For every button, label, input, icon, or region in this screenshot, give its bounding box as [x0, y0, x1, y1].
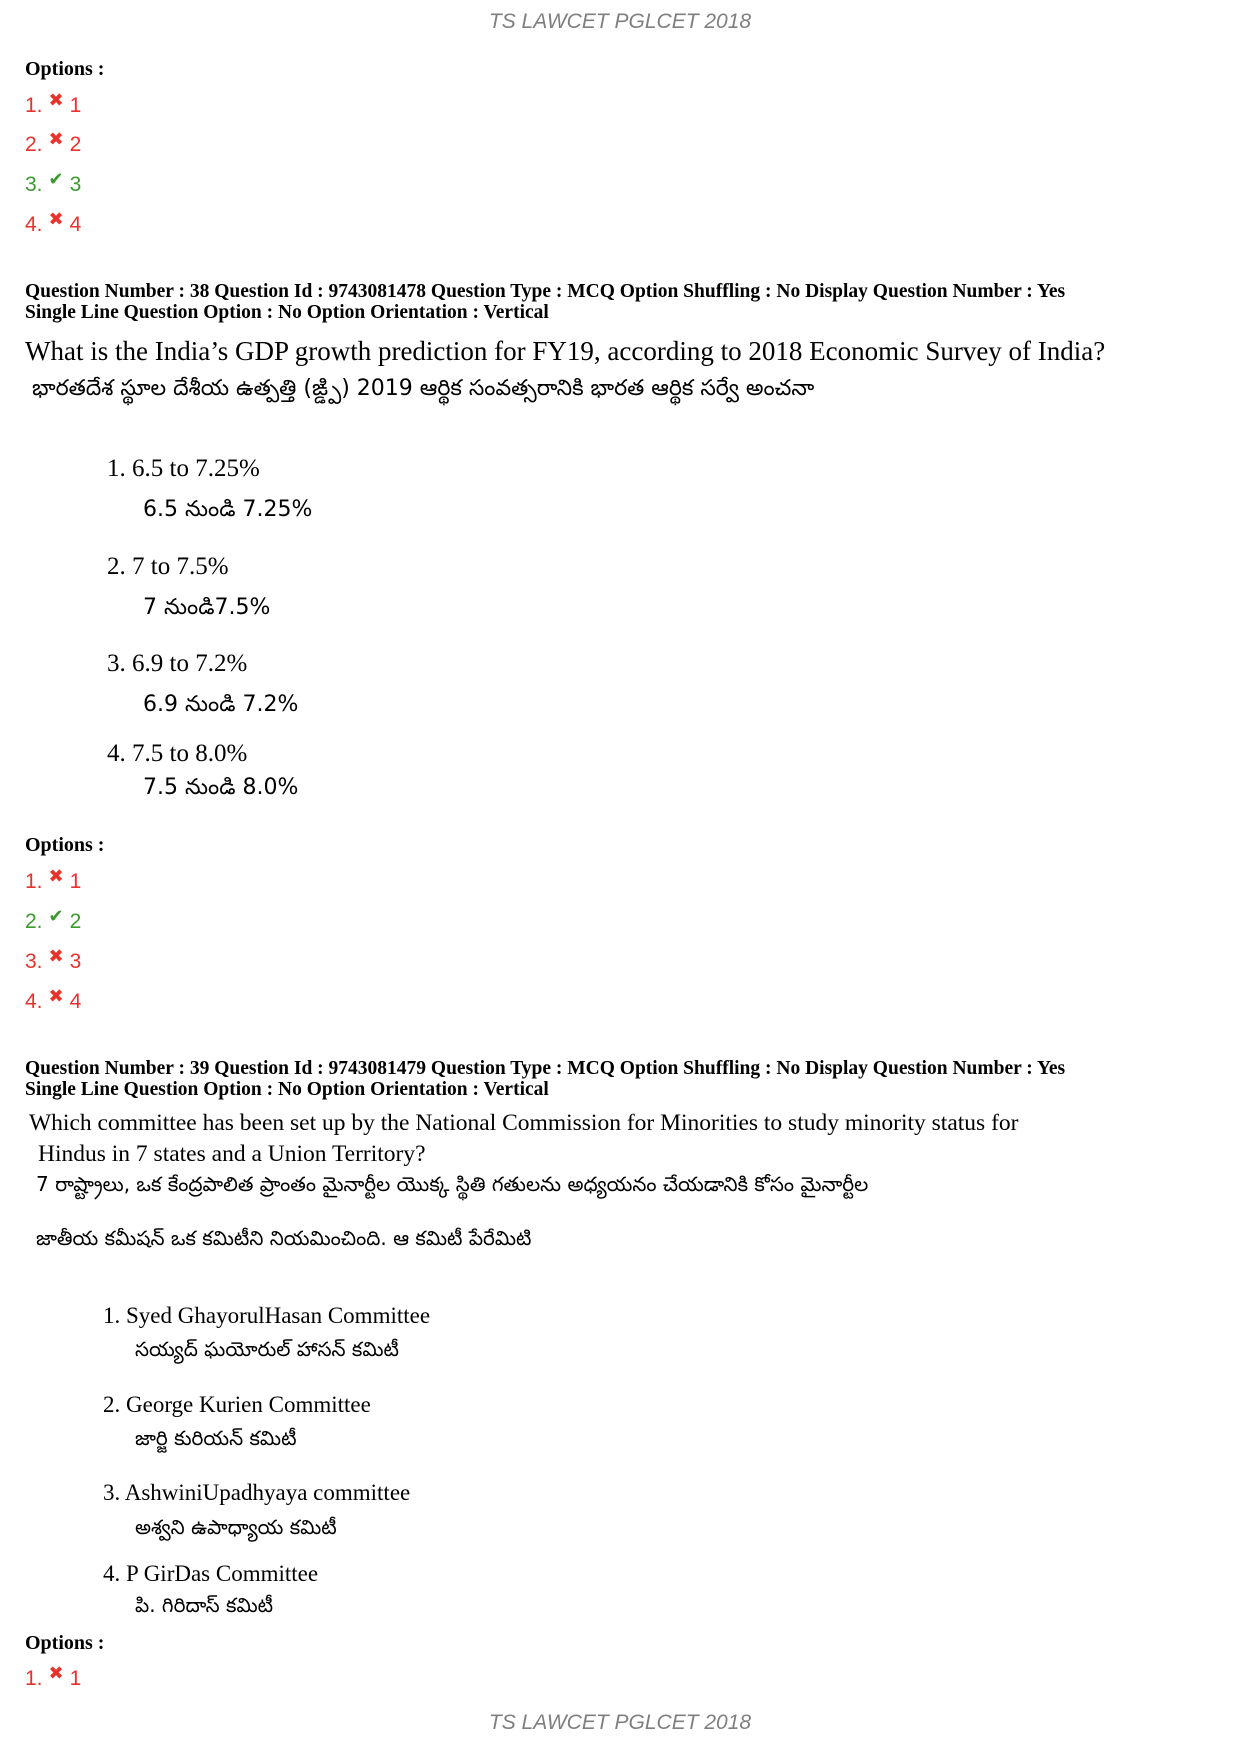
cross-icon: ✖	[48, 986, 64, 1006]
question-meta-line1: Question Number : 38 Question Id : 9743081478 Question Type : MCQ Option Shuffling : No Display Question Number : Yes	[25, 281, 1066, 302]
answer-1-te: సయ్యద్ ఘయోరుల్ హాసన్ కమిటీ	[135, 1337, 399, 1361]
check-icon: ✔	[48, 906, 64, 926]
answer-4-en: 4. 7.5 to 8.0%	[107, 740, 248, 767]
page-footer: TS LAWCET PGLCET 2018	[488, 1711, 752, 1734]
check-icon: ✔	[48, 169, 64, 189]
options-label: Options :	[25, 834, 105, 856]
answer-4-te: 7.5 నుండి 8.0%	[143, 775, 299, 800]
answer-4-en: 4. P GirDas Committee	[103, 1561, 319, 1586]
question-meta-line2: Single Line Question Option : No Option Orientation : Vertical	[25, 302, 549, 323]
answer-2-te: 7 నుండి7.5%	[143, 595, 271, 620]
question-text-en-line1: Which committee has been set up by the National Commission for Minorities to study minority status for	[29, 1110, 1019, 1136]
answer-1-en: 1. Syed GhayorulHasan Committee	[103, 1303, 431, 1328]
question-text-en-line2: Hindus in 7 states and a Union Territory?	[38, 1141, 426, 1167]
question-text-en: What is the India’s GDP growth prediction for FY19, according to 2018 Economic Survey of India?	[25, 336, 1106, 366]
option-1: 1. ✖ 1	[25, 1663, 82, 1690]
answer-2-te: జార్జి కురియన్ కమిటీ	[135, 1426, 297, 1450]
answer-1-te: 6.5 నుండి 7.25%	[143, 497, 313, 522]
option-1: 1. ✖ 1	[25, 866, 82, 893]
answer-3-te: 6.9 నుండి 7.2%	[143, 692, 299, 717]
question-meta-line2: Single Line Question Option : No Option Orientation : Vertical	[25, 1079, 549, 1100]
option-3: 3. ✖ 3	[25, 946, 82, 973]
cross-icon: ✖	[48, 1663, 64, 1683]
page-header: TS LAWCET PGLCET 2018	[488, 10, 752, 33]
answer-4-te: పి. గిరిదాస్ కమిటీ	[135, 1593, 274, 1617]
cross-icon: ✖	[48, 90, 64, 110]
answer-2-en: 2. 7 to 7.5%	[107, 553, 229, 580]
cross-icon: ✖	[48, 209, 64, 229]
answer-2-en: 2. George Kurien Committee	[103, 1392, 371, 1417]
question-meta-line1: Question Number : 39 Question Id : 9743081479 Question Type : MCQ Option Shuffling : No Display Question Number : Yes	[25, 1058, 1066, 1079]
cross-icon: ✖	[48, 946, 64, 966]
question-text-te-line2: జాతీయ కమీషన్ ఒక కమిటీని నియమించింది. ఆ కమిటీ పేరేమిటి	[36, 1226, 532, 1250]
option-3: 3. ✔ 3	[25, 169, 82, 196]
question-text-te: భారతదేశ స్థూల దేశీయ ఉత్పత్తి (ఙ్డ్పి) 2019 ఆర్థిక సంవత్సరానికి భారత ఆర్థిక సర్వే అంచనా	[32, 376, 815, 401]
option-2: 2. ✖ 2	[25, 129, 82, 156]
option-4: 4. ✖ 4	[25, 209, 82, 236]
answer-3-te: అశ్వని ఉపాధ్యాయ కమిటీ	[135, 1515, 337, 1539]
options-label: Options :	[25, 58, 105, 80]
option-4: 4. ✖ 4	[25, 986, 82, 1013]
answer-1-en: 1. 6.5 to 7.25%	[107, 455, 260, 482]
answer-3-en: 3. AshwiniUpadhyaya committee	[103, 1480, 411, 1505]
option-1: 1. ✖ 1	[25, 90, 82, 117]
options-label: Options :	[25, 1632, 105, 1654]
question-text-te-line1: 7 రాష్ట్రాలు, ఒక కేంద్రపాలిత ప్రాంతం మైనార్టీల యొక్క స్థితి గతులను అధ్యయనం చేయడానికి కోసం మైనార్టీల	[36, 1172, 869, 1196]
answer-3-en: 3. 6.9 to 7.2%	[107, 650, 248, 677]
option-2: 2. ✔ 2	[25, 906, 82, 933]
cross-icon: ✖	[48, 866, 64, 886]
cross-icon: ✖	[48, 129, 64, 149]
